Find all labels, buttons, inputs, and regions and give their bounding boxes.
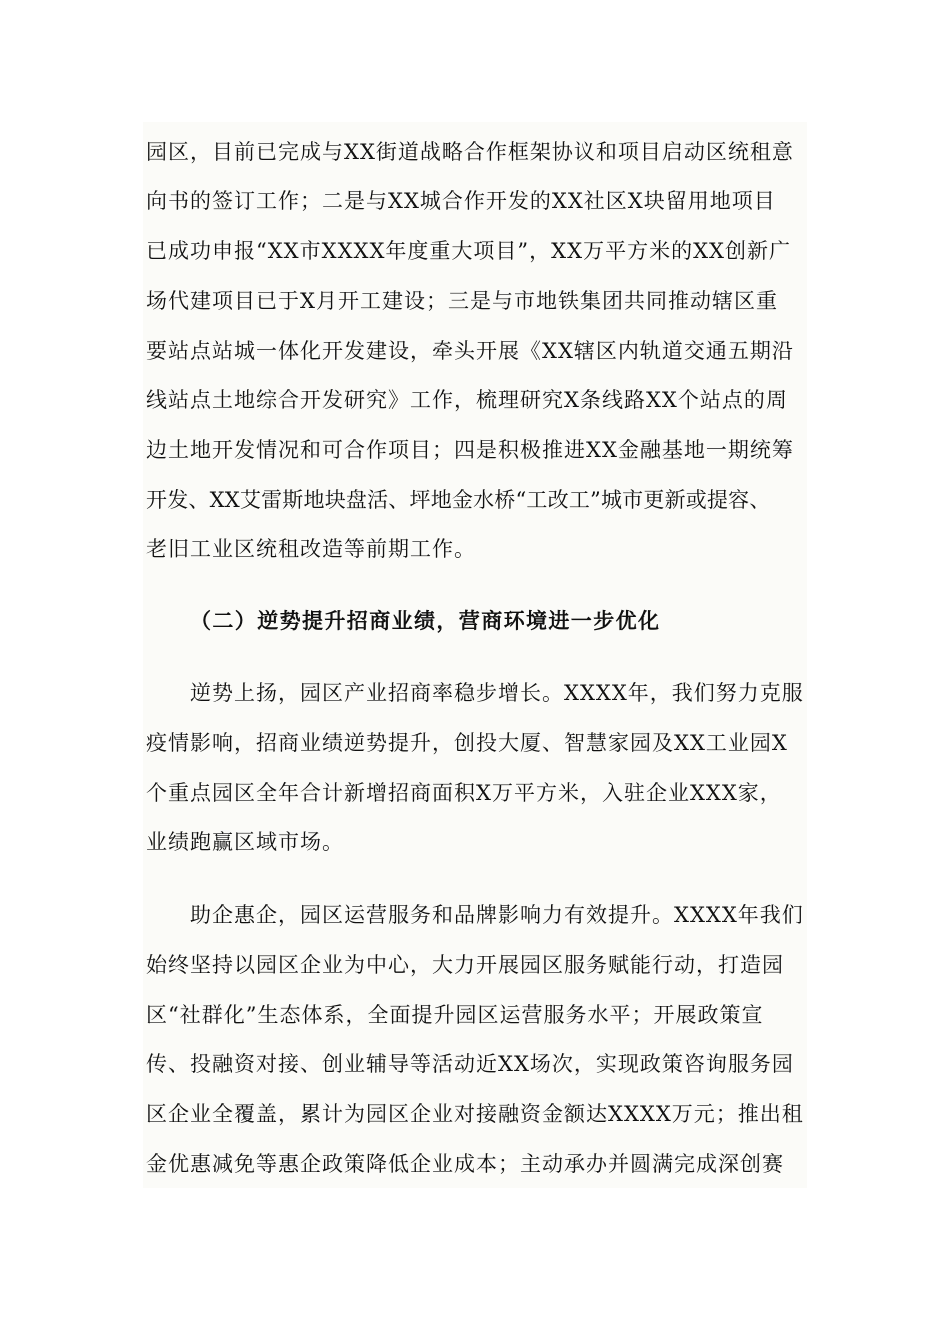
paragraph-line: 已成功申报“XX市XXXX年度重大项目”，XX万平方米的XX创新广 [146, 239, 791, 263]
paragraph-line: 逆势上扬，园区产业招商率稳步增长。XXXX年，我们努力克服 [190, 681, 804, 705]
paragraph-line: 传、投融资对接、创业辅导等活动近XX场次，实现政策咨询服务园 [146, 1052, 794, 1076]
paragraph-line: 老旧工业区统租改造等前期工作。 [146, 537, 476, 561]
paragraph-line: 向书的签订工作；二是与XX城合作开发的XX社区X块留用地项目 [146, 189, 776, 213]
paragraph-line: 线站点土地综合开发研究》工作，梳理研究X条线路XX个站点的周 [146, 388, 788, 412]
paragraph-line: 园区，目前已完成与XX街道战略合作框架协议和项目启动区统租意 [146, 140, 794, 164]
paragraph-line: 区“社群化”生态体系，全面提升园区运营服务水平；开展政策宣 [146, 1003, 764, 1027]
paragraph-line: 始终坚持以园区企业为中心，大力开展园区服务赋能行动，打造园 [146, 953, 784, 977]
paragraph-line: 开发、XX艾雷斯地块盘活、坪地金水桥“工改工”城市更新或提容、 [146, 488, 771, 512]
paragraph-line: 金优惠减免等惠企政策降低企业成本；主动承办并圆满完成深创赛 [146, 1152, 784, 1176]
paragraph-line: 业绩跑赢区域市场。 [146, 830, 344, 854]
paragraph-line: 区企业全覆盖，累计为园区企业对接融资金额达XXXX万元；推出租 [146, 1102, 804, 1126]
section-heading: （二）逆势提升招商业绩，营商环境进一步优化 [190, 608, 661, 633]
paragraph-line: 个重点园区全年合计新增招商面积X万平方米，入驻企业XXX家， [146, 781, 782, 805]
paragraph-line: 边土地开发情况和可合作项目；四是积极推进XX金融基地一期统筹 [146, 438, 794, 462]
paragraph-line: 场代建项目已于X月开工建设；三是与市地铁集团共同推动辖区重 [146, 289, 778, 313]
paragraph-line: 疫情影响，招商业绩逆势提升，创投大厦、智慧家园及XX工业园X [146, 731, 788, 755]
paragraph-line: 助企惠企，园区运营服务和品牌影响力有效提升。XXXX年我们 [190, 903, 804, 927]
paragraph-line: 要站点站城一体化开发建设，牵头开展《XX辖区内轨道交通五期沿 [146, 339, 794, 363]
